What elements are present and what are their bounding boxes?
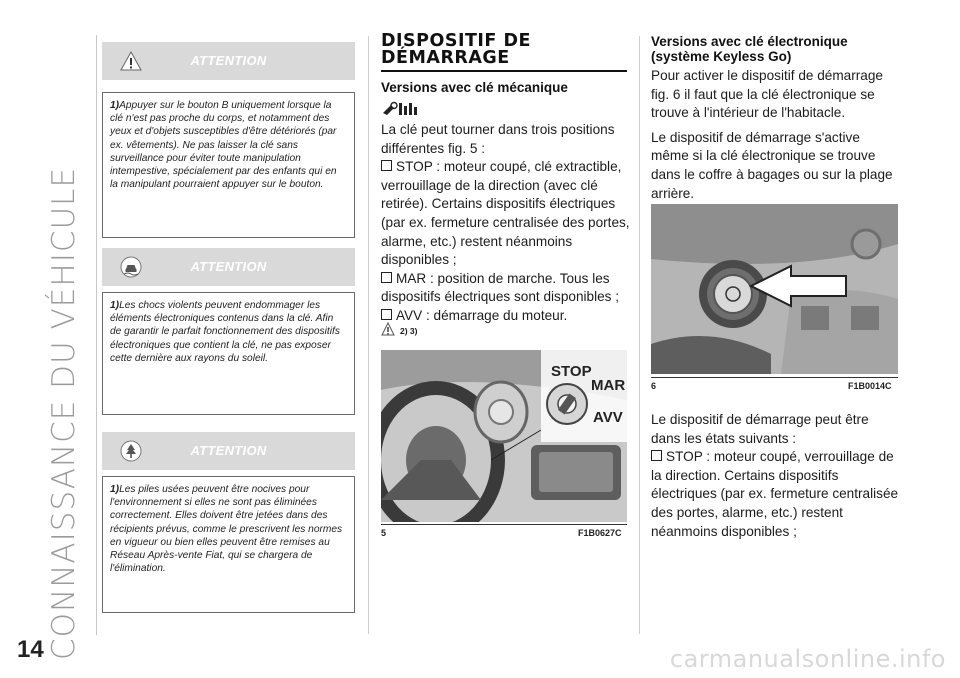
avv-label: AVV xyxy=(593,409,623,426)
warning-body xyxy=(102,476,355,613)
key-icon xyxy=(381,101,425,117)
warning-body xyxy=(102,292,355,415)
page-number: 14 xyxy=(17,636,44,663)
warning-small-icon xyxy=(381,322,395,336)
warning-title: ATTENTION xyxy=(190,259,267,274)
list-item: MAR : position de marche. Tous les dispositifs électriques sont disponibles ; xyxy=(381,270,620,305)
section-heading: DISPOSITIF DE DÉMARRAGE xyxy=(381,31,531,68)
mar-label: MAR xyxy=(591,377,626,394)
warning-text: Appuyer sur le bouton B uniquement lorsque la clé n'est pas proche du corps, et notamment des yeux et d'objets susceptibles d'être détériorés (par ex. vêtements). Ne pas laisser la clé sans surveillance pour éviter toute manipulation intempestive, spécialement par des enfants qui en la manipulant pourraient appuyer sur le bouton. xyxy=(110,100,337,191)
start-button-figure xyxy=(651,204,898,374)
note-number: 1) xyxy=(110,484,120,495)
figure-code: F1B0627C xyxy=(578,528,622,538)
column-divider xyxy=(368,36,369,634)
figure-rule xyxy=(651,377,898,378)
warning-title: ATTENTION xyxy=(190,53,267,68)
note-number: 1) xyxy=(110,100,120,111)
figure-rule xyxy=(381,524,627,525)
list-item: STOP : moteur coupé, verrouillage de la direction. Certains dispositifs électriques (par ex. fermeture centralisée des portes, alarme, etc.) restent néanmoins disponibles ; xyxy=(651,449,899,539)
warning-header xyxy=(102,248,355,286)
subheading-mechanical-key: Versions avec clé mécanique xyxy=(381,80,568,95)
warning-title: ATTENTION xyxy=(190,443,267,458)
heading-rule xyxy=(381,70,627,72)
sidebar-divider xyxy=(96,35,97,635)
warning-header xyxy=(102,432,355,470)
ignition-figure xyxy=(381,350,627,522)
figure-code: F1B0014C xyxy=(848,381,892,391)
stop-label: STOP xyxy=(551,363,592,380)
bullet-square-icon xyxy=(651,450,662,461)
warning-header xyxy=(102,42,355,80)
note-number: 1) xyxy=(110,300,120,311)
states-text: Le dispositif de démarrage peut être dans les états suivants : STOP : moteur coupé, verrouillage de la direction. Certains dispositifs électriques (par ex. fermeture centralisée des portes, alarme, etc.) restent néanmoins disponibles ; xyxy=(651,411,901,541)
list-item: STOP : moteur coupé, clé extractible, verrouillage de la direction (avec clé retirée). Certains dispositifs électriques (par ex. fermeture centralisée des portes, alarme, etc.) restent néanmoins disponibles ; xyxy=(381,159,630,268)
electronic-key-text: Pour activer le dispositif de démarrage fig. 6 il faut que la clé électronique se trouve à l'intérieur de l'habitacle. Le dispositif de démarrage s'active même si la clé électronique se trouve dans le coffre à bagages ou sur la plage arrière. xyxy=(651,68,893,201)
mechanical-key-text: La clé peut tourner dans trois positions différentes fig. 5 : STOP : moteur coupé, clé extractible, verrouillage de la direction (avec clé retirée). Certains dispositifs électriques (par ex. fermeture centralisée des portes, alarme, etc.) restent néanmoins disponibles ; MAR : position de marche. Tous les dispositifs électriques sont disponibles ; AVV : démarrage du moteur. xyxy=(381,121,631,326)
figure-number: 6 xyxy=(651,381,657,391)
section-title: CONNAISSANCE DU VÉHICULE xyxy=(46,166,82,660)
warning-body xyxy=(102,92,355,238)
subheading-electronic-key: Versions avec clé électronique (système Keyless Go) xyxy=(651,34,848,64)
watermark: carmanualsonline.info xyxy=(669,645,946,673)
bullet-square-icon xyxy=(381,272,392,283)
bullet-square-icon xyxy=(381,160,392,171)
column-divider xyxy=(639,36,640,634)
warning-text: Les piles usées peuvent être nocives pour l'environnement si elles ne sont pas éliminées correctement. Elles doivent être jetées dans des récipients prévus, comme le prescrivent les normes en vigueur ou bien elles peuvent être remises au Réseau Après-vente Fiat, qui se chargera de l'élimination. xyxy=(110,484,343,575)
bullet-square-icon xyxy=(381,309,392,320)
list-item: AVV : démarrage du moteur. xyxy=(381,307,631,326)
figure-number: 5 xyxy=(381,528,387,538)
note-references: 2) 3) xyxy=(400,326,418,336)
warning-text: Les chocs violents peuvent endommager les éléments électroniques contenus dans la clé. Afin de garantir le parfait fonctionnement des dispositifs électroniques que contient la clé, ne pas exposer cette dernière aux rayons du soleil. xyxy=(110,300,340,364)
